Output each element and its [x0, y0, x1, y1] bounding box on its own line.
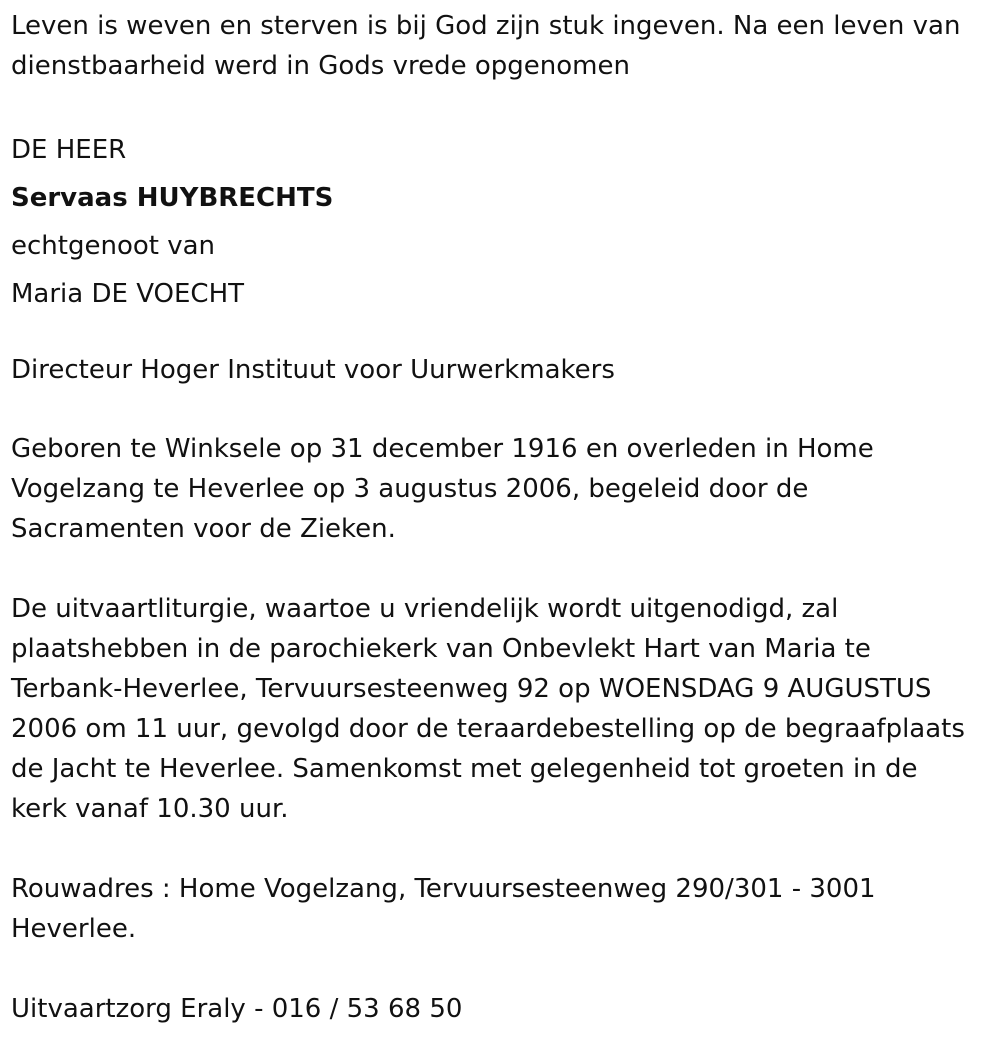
deceased-name: Servaas HUYBRECHTS	[11, 183, 334, 213]
birth-death-line: Sacramenten voor de Zieken.	[11, 514, 396, 544]
honorific-title: DE HEER	[11, 135, 127, 165]
occupation-paragraph	[11, 350, 615, 390]
funeral-line: Terbank-Heverlee, Tervuursesteenweg 92 op WOENSDAG 9 AUGUSTUS	[11, 674, 932, 704]
funeral-line: De uitvaartliturgie, waartoe u vriendelijk wordt uitgenodigd, zal	[11, 594, 839, 624]
address-paragraph	[11, 869, 876, 949]
birth-death-line: Geboren te Winksele op 31 december 1916 en overleden in Home	[11, 434, 874, 464]
intro-line: Leven is weven en sterven is bij God zijn stuk ingeven. Na een leven van	[11, 11, 961, 41]
funeral-line: kerk vanaf 10.30 uur.	[11, 794, 289, 824]
intro-line: dienstbaarheid werd in Gods vrede opgenomen	[11, 51, 630, 81]
undertaker-contact: Uitvaartzorg Eraly - 016 / 53 68 50	[11, 994, 463, 1024]
birth-death-line: Vogelzang te Heverlee op 3 augustus 2006, begeleid door de	[11, 474, 809, 504]
funeral-line: de Jacht te Heverlee. Samenkomst met gelegenheid tot groeten in de	[11, 754, 918, 784]
deceased-block	[11, 126, 333, 318]
occupation-text: Directeur Hoger Instituut voor Uurwerkmakers	[11, 355, 615, 385]
birth-death-paragraph	[11, 429, 874, 549]
address-line: Heverlee.	[11, 914, 137, 944]
funeral-line: plaatshebben in de parochiekerk van Onbevlekt Hart van Maria te	[11, 634, 871, 664]
spouse-name: Maria DE VOECHT	[11, 279, 244, 309]
funeral-paragraph	[11, 589, 965, 829]
intro-paragraph	[11, 6, 960, 86]
relation-text: echtgenoot van	[11, 231, 216, 261]
funeral-line: 2006 om 11 uur, gevolgd door de teraardebestelling op de begraafplaats	[11, 714, 965, 744]
undertaker-paragraph	[11, 989, 462, 1029]
address-line: Rouwadres : Home Vogelzang, Tervuursesteenweg 290/301 - 3001	[11, 874, 876, 904]
